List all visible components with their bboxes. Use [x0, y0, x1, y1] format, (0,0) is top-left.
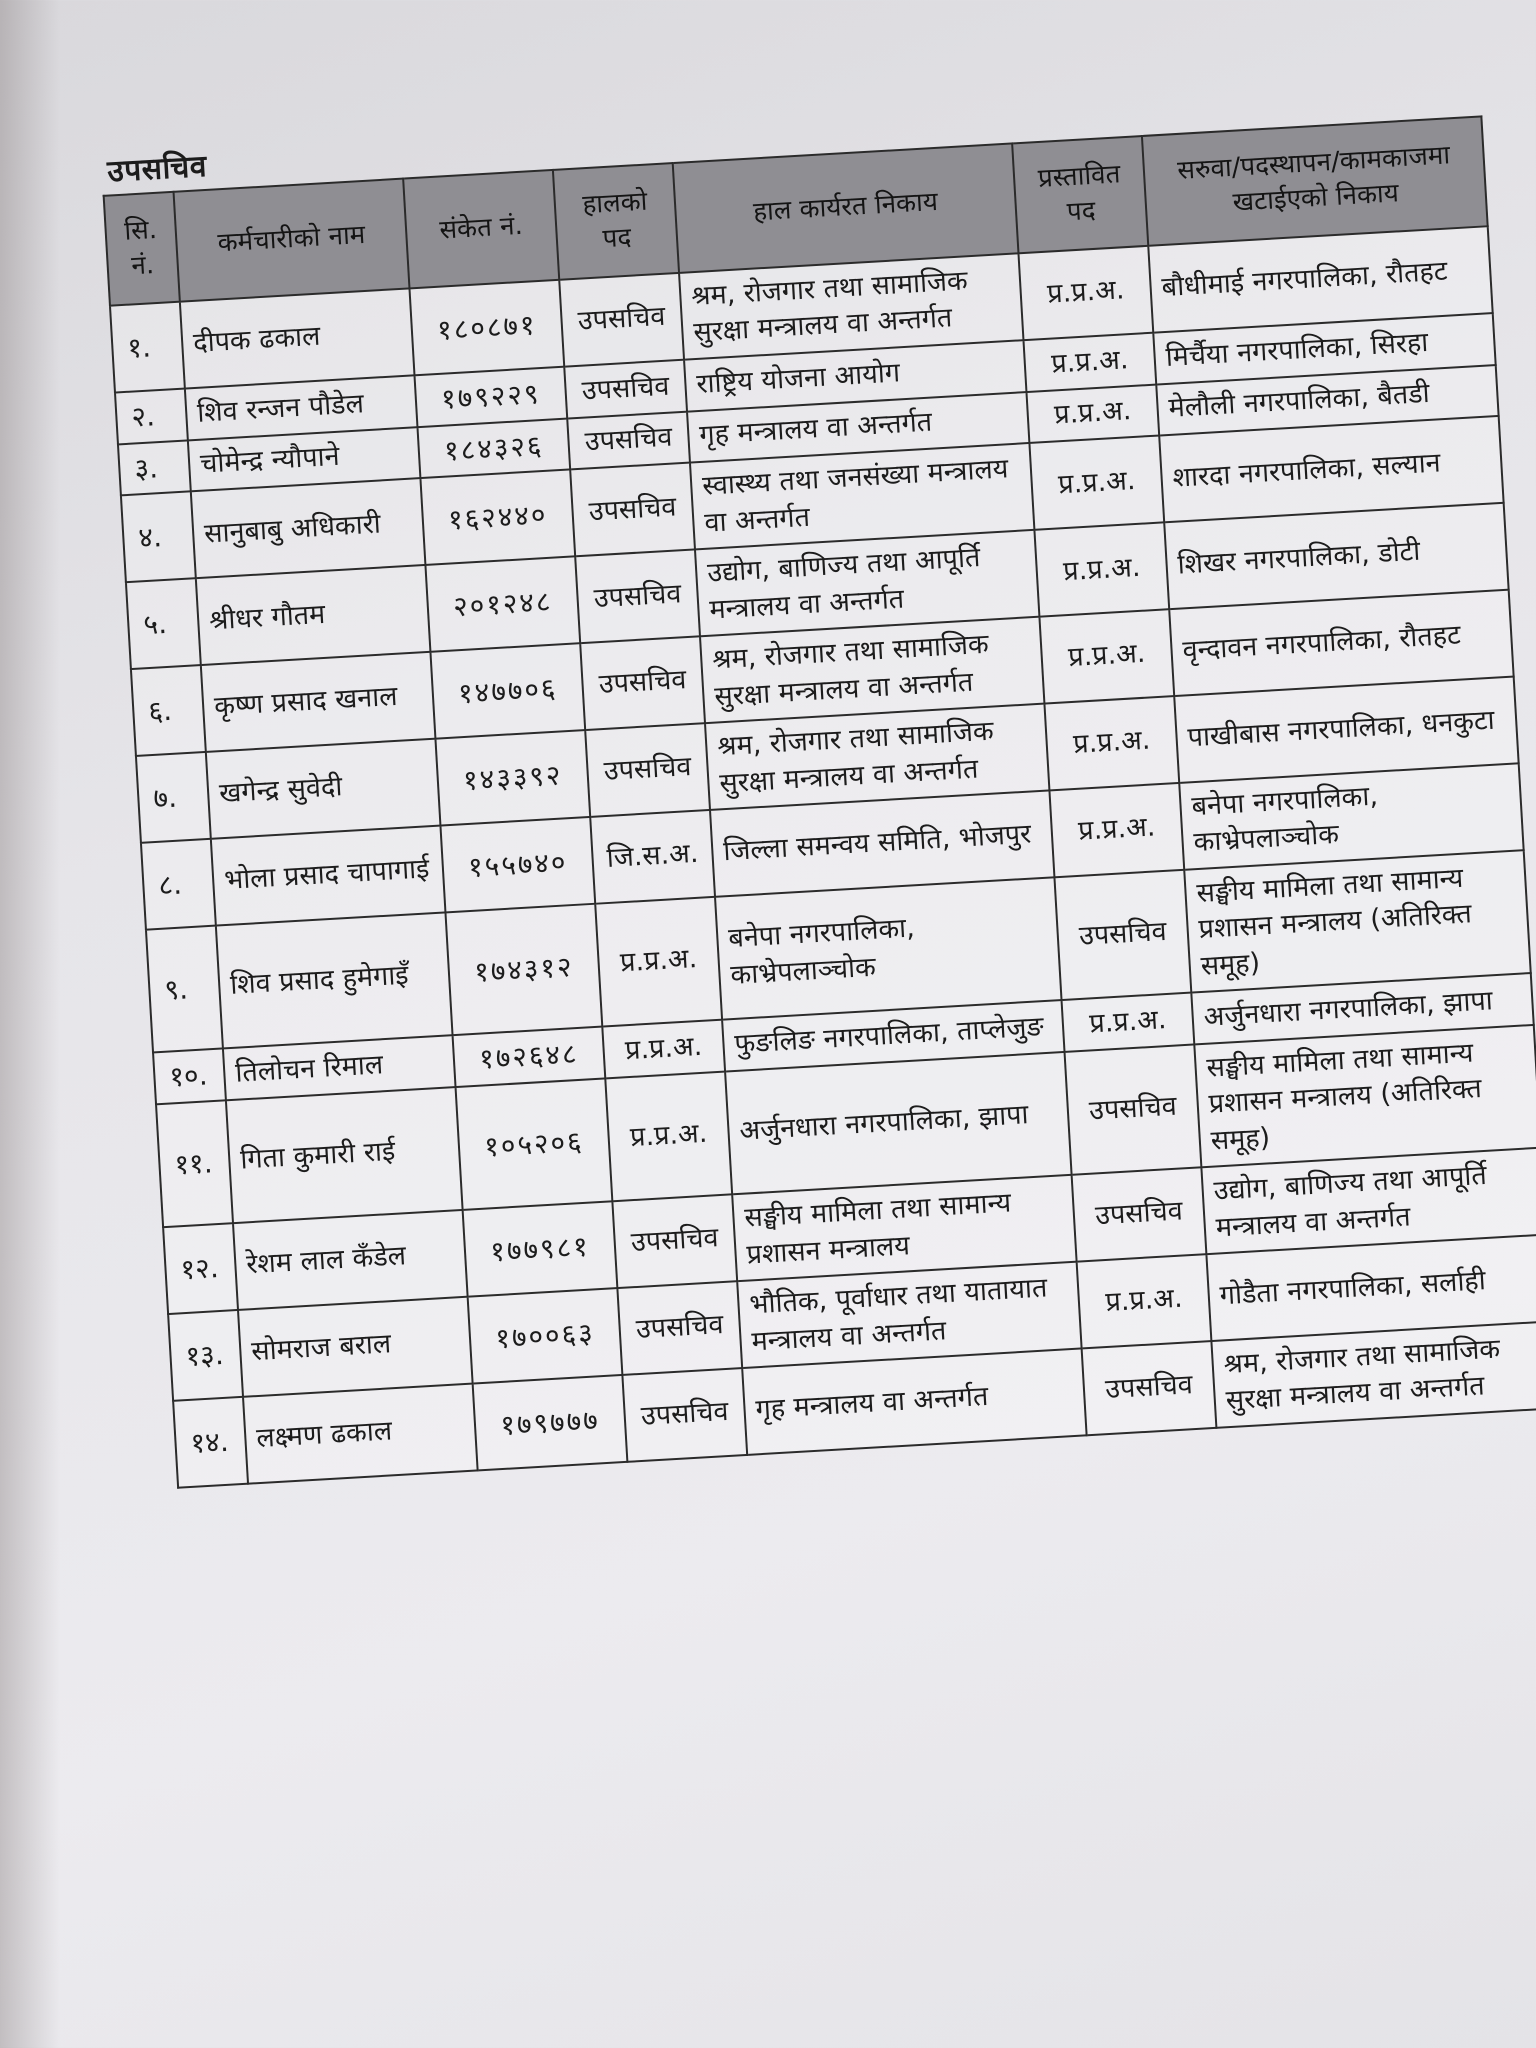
code-cell: १४७७०६ — [430, 643, 585, 738]
serial-cell: ११. — [156, 1100, 233, 1227]
code-cell: १७००६३ — [468, 1288, 623, 1383]
name-cell: श्रीधर गौतम — [196, 565, 431, 665]
proposed-post-cell: उपसचिव — [1082, 1341, 1217, 1435]
current-office-cell: भौतिक, पूर्वाधार तथा यातायात मन्त्रालय वा अन्तर्गत — [737, 1262, 1081, 1368]
name-cell: खगेन्द्र सुवेदी — [206, 739, 441, 839]
name-cell: सानुबाबु अधिकारी — [191, 479, 426, 579]
proposed-post-cell: प्र.प्र.अ. — [1034, 523, 1169, 617]
current-post-cell: प्र.प्र.अ. — [605, 1071, 732, 1201]
current-post-cell: उपसचिव — [567, 411, 690, 470]
current-office-cell: अर्जुनधारा नगरपालिका, झापा — [725, 1052, 1072, 1195]
serial-cell: ५. — [126, 579, 201, 670]
code-cell: १६२४४० — [420, 470, 575, 565]
current-post-cell: जि.स.अ. — [590, 810, 715, 904]
current-post-cell: उपसचिव — [622, 1368, 747, 1462]
proposed-post-cell: प्र.प्र.अ. — [1018, 246, 1153, 340]
header-code: संकेत नं. — [403, 170, 559, 288]
code-cell: १७७९८१ — [463, 1202, 618, 1297]
document-sheet — [100, 71, 1536, 1489]
current-office-cell: स्वास्थ्य तथा जनसंख्या मन्त्रालय वा अन्तर्गत — [690, 443, 1034, 549]
name-cell: कृष्ण प्रसाद खनाल — [201, 652, 436, 752]
current-office-cell: जिल्ला समन्वय समिति, भोजपुर — [710, 790, 1054, 896]
code-cell: २०१२४८ — [425, 557, 580, 652]
serial-cell: ४. — [121, 492, 196, 583]
current-post-cell: उपसचिव — [559, 273, 684, 367]
current-office-cell: गृह मन्त्रालय वा अन्तर्गत — [687, 392, 1029, 463]
code-cell: १७९७७७ — [473, 1375, 628, 1470]
transfer-office-cell: मिर्चैया नगरपालिका, सिरहा — [1153, 313, 1495, 384]
current-post-cell: उपसचिव — [585, 723, 710, 817]
current-office-cell: श्रम, रोजगार तथा सामाजिक सुरक्षा मन्त्रालय वा अन्तर्गत — [700, 617, 1044, 723]
current-office-cell: श्रम, रोजगार तथा सामाजिक सुरक्षा मन्त्रालय वा अन्तर्गत — [705, 704, 1049, 810]
serial-cell: ८. — [141, 839, 216, 930]
code-cell: १८४३२६ — [417, 418, 570, 478]
name-cell: रेशम लाल कँडेल — [233, 1210, 468, 1310]
transfer-office-cell: मेलौली नगरपालिका, बैतडी — [1156, 365, 1498, 436]
transfer-office-cell: बनेपा नगरपालिका, काभ्रेपलाञ्चोक — [1179, 763, 1523, 869]
serial-cell: १. — [110, 302, 185, 393]
current-post-cell: प्र.प्र.अ. — [602, 1020, 725, 1079]
current-office-cell: बनेपा नगरपालिका, काभ्रेपलाञ्चोक — [715, 877, 1062, 1020]
transfer-office-cell: सङ्घीय मामिला तथा सामान्य प्रशासन मन्त्रालय (अतिरिक्त समूह) — [1194, 1025, 1536, 1168]
code-cell: १७९२२९ — [414, 367, 567, 427]
serial-cell: २. — [115, 388, 188, 444]
code-cell: १७४३१२ — [445, 904, 602, 1036]
proposed-post-cell: प्र.प्र.अ. — [1077, 1254, 1212, 1348]
page-edge-shadow — [0, 0, 60, 2048]
proposed-post-cell: प्र.प्र.अ. — [1062, 993, 1195, 1052]
serial-cell: १३. — [168, 1310, 243, 1401]
table-body — [110, 226, 1536, 1487]
code-cell: १७२६४८ — [453, 1027, 606, 1087]
proposed-post-cell: प्र.प्र.अ. — [1026, 384, 1159, 443]
transfer-office-cell: वृन्दावन नगरपालिका, रौतहट — [1169, 590, 1513, 696]
name-cell: तिलोचन रिमाल — [223, 1035, 456, 1100]
header-proposed-post: प्रस्तावित पद — [1012, 136, 1148, 253]
proposed-post-cell: प्र.प्र.अ. — [1049, 783, 1184, 877]
serial-cell: १२. — [163, 1223, 238, 1314]
serial-cell: ६. — [131, 665, 206, 756]
transfer-office-cell: अर्जुनधारा नगरपालिका, झापा — [1191, 973, 1533, 1044]
name-cell: शिव प्रसाद हुमेगाइँ — [216, 912, 453, 1048]
current-office-cell: सङ्घीय मामिला तथा सामान्य प्रशासन मन्त्रालय — [732, 1175, 1076, 1281]
current-office-cell: राष्ट्रिय योजना आयोग — [684, 340, 1026, 411]
proposed-post-cell: उपसचिव — [1054, 870, 1191, 1001]
header-name: कर्मचारीको नाम — [174, 179, 410, 302]
transfer-office-cell: सङ्घीय मामिला तथा सामान्य प्रशासन मन्त्रालय (अतिरिक्त समूह) — [1184, 850, 1531, 993]
transfer-office-cell: गोडैता नगरपालिका, सर्लाही — [1206, 1235, 1536, 1341]
current-office-cell: श्रम, रोजगार तथा सामाजिक सुरक्षा मन्त्रालय वा अन्तर्गत — [679, 253, 1023, 359]
transfer-office-cell: बौधीमाई नगरपालिका, रौतहट — [1148, 226, 1492, 332]
section-title: उपसचिव — [106, 148, 208, 190]
code-cell: १४३३९२ — [435, 730, 590, 825]
name-cell: शिव रन्जन पौडेल — [185, 375, 418, 440]
proposed-post-cell: उपसचिव — [1065, 1044, 1202, 1175]
header-serial: सि. नं. — [104, 192, 180, 306]
current-office-cell: गृह मन्त्रालय वा अन्तर्गत — [742, 1348, 1086, 1454]
serial-cell: ३. — [118, 440, 191, 496]
current-post-cell: उपसचिव — [564, 360, 687, 419]
current-post-cell: उपसचिव — [570, 463, 695, 557]
name-cell: गिता कुमारी राई — [226, 1087, 463, 1223]
transfer-office-cell: शिखर नगरपालिका, डोटी — [1164, 503, 1508, 609]
current-office-cell: उद्योग, बाणिज्य तथा आपूर्ति मन्त्रालय वा अन्तर्गत — [695, 530, 1039, 636]
current-office-cell: फुङलिङ नगरपालिका, ताप्लेजुङ — [722, 1000, 1064, 1071]
proposed-post-cell: प्र.प्र.अ. — [1029, 436, 1164, 530]
serial-cell: ७. — [136, 752, 211, 843]
name-cell: लक्ष्मण ढकाल — [243, 1384, 478, 1484]
name-cell: भोला प्रसाद चापागाई — [211, 825, 446, 925]
current-post-cell: उपसचिव — [575, 550, 700, 644]
serial-cell: ९. — [146, 925, 223, 1052]
current-post-cell: उपसचिव — [612, 1195, 737, 1289]
transfer-office-cell: श्रम, रोजगार तथा सामाजिक सुरक्षा मन्त्रालय वा अन्तर्गत — [1211, 1321, 1536, 1427]
current-post-cell: उपसचिव — [617, 1281, 742, 1375]
serial-cell: १०. — [153, 1049, 226, 1105]
header-transfer-office: सरुवा/पदस्थापन/कामकाजमा खटाईएको निकाय — [1142, 116, 1488, 245]
transfer-office-cell: उद्योग, बाणिज्य तथा आपूर्ति मन्त्रालय वा अन्तर्गत — [1201, 1148, 1536, 1254]
serial-cell: १४. — [173, 1397, 248, 1488]
code-cell: १५५७४० — [440, 817, 595, 912]
current-post-cell: प्र.प्र.अ. — [595, 897, 722, 1027]
code-cell: १८०८७१ — [409, 280, 564, 375]
proposed-post-cell: प्र.प्र.अ. — [1039, 609, 1174, 703]
header-current-post: हालको पद — [553, 163, 679, 280]
transfer-office-cell: शारदा नगरपालिका, सल्यान — [1159, 416, 1503, 522]
name-cell: चोमेन्द्र न्यौपाने — [188, 427, 421, 492]
name-cell: सोमराज बराल — [238, 1297, 473, 1397]
current-post-cell: उपसचिव — [580, 636, 705, 730]
code-cell: १०५२०६ — [456, 1078, 613, 1210]
proposed-post-cell: उपसचिव — [1072, 1168, 1207, 1262]
staff-transfer-table — [103, 115, 1536, 1488]
header-current-office: हाल कार्यरत निकाय — [673, 143, 1019, 272]
name-cell: दीपक ढकाल — [180, 288, 415, 388]
proposed-post-cell: प्र.प्र.अ. — [1023, 333, 1156, 392]
proposed-post-cell: प्र.प्र.अ. — [1044, 696, 1179, 790]
transfer-office-cell: पाखीबास नगरपालिका, धनकुटा — [1174, 677, 1518, 783]
